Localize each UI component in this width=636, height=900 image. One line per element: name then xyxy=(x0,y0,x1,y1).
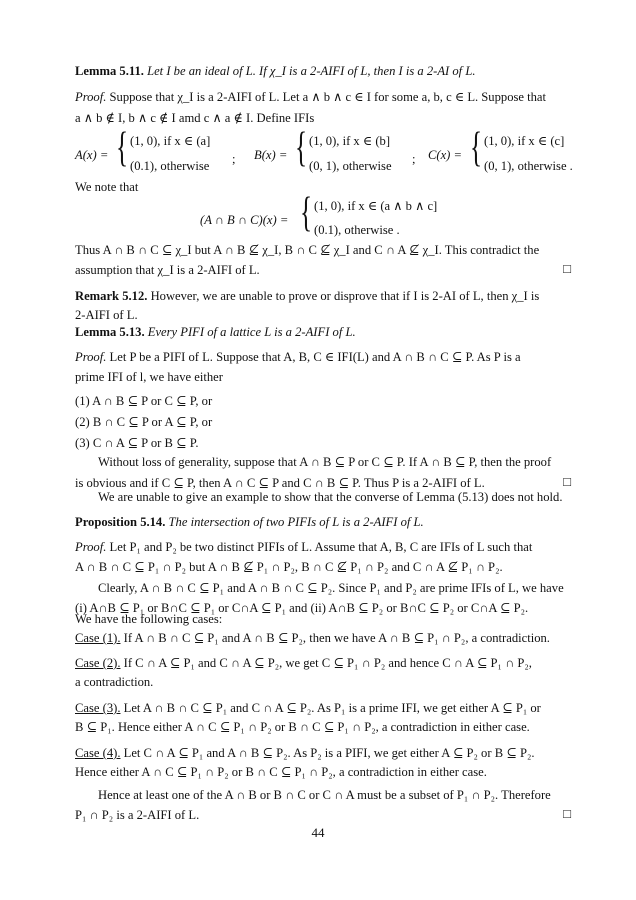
lemma-5-13 xyxy=(75,322,571,343)
case-4: Case (4). Let C ∩ A ⊆ P₁ and A ∩ B ⊆ P₂. As P₂ is a PIFI, we get either A ⊆ P₂ or B ⊆ P₂. xyxy=(75,746,535,760)
proof-label: Proof. xyxy=(75,540,107,554)
proof-5-11-thus2: assumption that χ_I is a 2-AIFI of L. xyxy=(75,263,260,277)
case-label: Case (4). xyxy=(75,746,121,760)
conclusion-line1: Hence at least one of the A ∩ B or B ∩ C or C ∩ A must be a subset of P₁ ∩ P₂. Therefore xyxy=(98,788,551,802)
case-3-cont: B ⊆ P₁. Hence either A ∩ C ⊆ P₁ ∩ P₂ or B ∩ C ⊆ P₁ ∩ P₂, a contradiction in either case. xyxy=(75,720,530,734)
left-brace: { xyxy=(470,125,483,171)
page-number: 44 xyxy=(311,825,325,840)
proof-5-14-line4: (i) A∩B ⊆ P₁ or B∩C ⊆ P₁ or C∩A ⊆ P₁ and (ii) A∩B ⊆ P₂ or B∩C ⊆ P₂ or C∩A ⊆ P₂. xyxy=(75,601,529,615)
qed-symbol: □ xyxy=(563,261,571,276)
case-label: Case (3). xyxy=(75,701,121,715)
list-item: (2) B ∩ C ⊆ P or A ⊆ P, or xyxy=(75,415,213,429)
proposition-5-14-heading: Proposition 5.14. xyxy=(75,515,166,529)
list-item: (1) A ∩ B ⊆ P or C ⊆ P, or xyxy=(75,394,213,408)
lemma-5-11 xyxy=(75,61,571,82)
lemma-5-13-heading: Lemma 5.13. xyxy=(75,325,145,339)
conclusion-line2: P₁ ∩ P₂ is a 2-AIFI of L. xyxy=(75,808,200,822)
proof-5-11-line2: a ∧ b ∉ I, b ∧ c ∉ I amd c ∧ a ∉ I. Define IFIs xyxy=(75,111,315,125)
proof-5-14-line1: Proof. Let P₁ and P₂ be two distinct PIFIs of L. Assume that A, B, C are IFIs of L such that xyxy=(75,540,533,554)
note-line: We note that xyxy=(75,180,139,194)
remark-5-12-line2: 2-AIFI of L. xyxy=(75,308,138,322)
proof-label: Proof. xyxy=(75,90,107,104)
lemma-5-13-statement: Every PIFI of a lattice L is a 2-AIFI of L. xyxy=(147,325,356,339)
proof-5-11-thus1: Thus A ∩ B ∩ C ⊆ χ_I but A ∩ B ⊈ χ_I, B ∩ C ⊈ χ_I and C ∩ A ⊈ χ_I. This contradict the xyxy=(75,243,540,257)
case-1: Case (1). If A ∩ B ∩ C ⊆ P₁ and A ∩ B ⊆ P₂, then we have A ∩ B ⊆ P₁ ∩ P₂, a contradiction. xyxy=(75,631,550,645)
left-brace: { xyxy=(300,190,313,236)
proof-5-13-line1: Proof. Let P be a PIFI of L. Suppose that A, B, C ∈ IFI(L) and A ∩ B ∩ C ⊆ P. As P is a xyxy=(75,350,521,364)
case-2: Case (2). If C ∩ A ⊆ P₁ and C ∩ A ⊆ P₂, we get C ⊆ P₁ ∩ P₂ and hence C ∩ A ⊆ P₁ ∩ P₂, xyxy=(75,656,532,670)
proof-label: Proof. xyxy=(75,350,107,364)
remark-5-12-line1: Remark 5.12. However, we are unable to prove or disprove that if I is 2-AI of L, then χ_I is xyxy=(75,289,540,303)
proof-5-11-line1: Proof. Suppose that χ_I is a 2-AIFI of L. Let a ∧ b ∧ c ∈ I for some a, b, c ∈ L. Suppose that xyxy=(75,90,547,104)
qed-symbol: □ xyxy=(563,806,571,821)
left-brace: { xyxy=(295,125,308,171)
case-2-cont: a contradiction. xyxy=(75,675,154,689)
case-3: Case (3). Let A ∩ B ∩ C ⊆ P₁ and C ∩ A ⊆ P₂. As P₁ is a prime IFI, we get either A ⊆ P₁ or xyxy=(75,701,541,715)
proof-5-13-line3: Without loss of generality, suppose that A ∩ B ⊆ P or C ⊆ P. If A ∩ B ⊆ P, then the proof xyxy=(98,455,552,469)
proof-5-14-line5: We have the following cases: xyxy=(75,612,223,626)
left-brace: { xyxy=(116,125,129,171)
proof-5-14-line2: A ∩ B ∩ C ⊆ P₁ ∩ P₂ but A ∩ B ⊈ P₁ ∩ P₂, B ∩ C ⊈ P₁ ∩ P₂ and C ∩ A ⊈ P₁ ∩ P₂. xyxy=(75,560,503,574)
case-4-cont: Hence either A ∩ C ⊆ P₁ ∩ P₂ or B ∩ C ⊆ P₁ ∩ P₂, a contradiction in either case. xyxy=(75,765,487,779)
proof-5-14-line3: Clearly, A ∩ B ∩ C ⊆ P₁ and A ∩ B ∩ C ⊆ P₂. Since P₁ and P₂ are prime IFIs of L, we have xyxy=(98,581,564,595)
lemma-5-11-heading: Lemma 5.11. xyxy=(75,64,144,78)
qed-symbol: □ xyxy=(563,474,571,489)
list-item: (3) C ∩ A ⊆ P or B ⊆ P. xyxy=(75,436,199,450)
proposition-5-14 xyxy=(75,512,571,533)
paper-page: Lemma 5.11. Let I be an ideal of L. If χ_I is a 2-AIFI of L, then I is a 2-AI of L. Proof. Suppose that χ_I is a 2-AIFI of L. Let a ∧ b ∧ c ∈ I for some a, b, c ∈ L. Suppose that a ∧ b ∉ I, b ∧ c ∉ I amd c ∧ a ∉ I. Define IFIs A(x) = { (1, 0), if x ∈ (a] (0.1), otherwise ; B(x) = { (1, 0), if x ∈ (b] (0, 1), otherwise ; C(x) = { (1, 0), if x ∈ (c] (0, 1), otherwise . We note that (A ∩ B ∩ C)(x) = { (1, 0), if x ∈ (a ∧ b ∧ c] (0.1), otherwise . Thus A ∩ B ∩ C ⊆ χ_I but A ∩ B ⊈ χ_I, B ∩ C ⊈ χ_I and C ∩ A ⊈ χ_I. This contradict the assumption that χ_I is a 2-AIFI of L. □ Remark 5.12. However, we are unable to prove or disprove that if I is 2-AI of L, then χ_I is 2-AIFI of L. Lemma 5.13. Every PIFI of a lattice L is a 2-AIFI of L. Proof. Let P be a PIFI of L. Suppose that A, B, C ∈ IFI(L) and A ∩ B ∩ C ⊆ P. As P is a prime IFI of l, we have either (1) A ∩ B ⊆ P or C ⊆ P, or (2) B ∩ C ⊆ P or A ⊆ P, or (3) C ∩ A ⊆ P or B ⊆ P. Without loss of generality, suppose that A ∩ B ⊆ P or C ⊆ P. If A ∩ B ⊆ P, then the proof is obvious and if C ⊆ P, then A ∩ C ⊆ P and C ∩ B ⊆ P. Thus P is a 2-AIFI of L. □ We are unable to give an example to show that the converse of Lemma (5.13) does not hold. Proposition 5.14. The intersection of two PIFIs of L is a 2-AIFI of L. Proof. Let P₁ and P₂ be two distinct PIFIs of L. Assume that A, B, C are IFIs of L such that A ∩ B ∩ C ⊆ P₁ ∩ P₂ but A ∩ B ⊈ P₁ ∩ P₂, B ∩ C ⊈ P₁ ∩ P₂ and C ∩ A ⊈ P₁ ∩ P₂. Clearly, A ∩ B ∩ C ⊆ P₁ and A ∩ B ∩ C ⊆ P₂. Since P₁ and P₂ are prime IFIs of L, we have (i) A∩B ⊆ P₁ or B∩C ⊆ P₁ or C∩A ⊆ P₁ and (ii) A∩B ⊆ P₂ or B∩C ⊆ P₂ or C∩A ⊆ P₂. We have the following cases: Case (1). If A ∩ B ∩ C ⊆ P₁ and A ∩ B ⊆ P₂, then we have A ∩ B ⊆ P₁ ∩ P₂, a contradiction. Case (2). If C ∩ A ⊆ P₁ and C ∩ A ⊆ P₂, we get C ⊆ P₁ ∩ P₂ and hence C ∩ A ⊆ P₁ ∩ P₂, a contradiction. Case (3). Let A ∩ B ∩ C ⊆ P₁ and C ∩ A ⊆ P₂. As P₁ is a prime IFI, we get either A ⊆ P₁ or B ⊆ P₁. Hence either A ∩ C ⊆ P₁ ∩ P₂ or B ∩ C ⊆ P₁ ∩ P₂, a contradiction in either case. Case (4). Let C ∩ A ⊆ P₁ and A ∩ B ⊆ P₂. As P₂ is a PIFI, we get either A ⊆ P₂ or B ⊆ P₂. Hence either A ∩ C ⊆ P₁ ∩ P₂ or B ∩ C ⊆ P₁ ∩ P₂, a contradiction in either case. Hence at least one of the A ∩ B or B ∩ C or C ∩ A must be a subset of P₁ ∩ P₂. Therefore P₁ ∩ P₂ is a 2-AIFI of L. □ 44 xyxy=(0,0,636,900)
lemma-5-11-statement: Let I be an ideal of L. If χ_I is a 2-AIFI of L, then I is a 2-AI of L. xyxy=(147,64,476,78)
proof-5-13-line4: is obvious and if C ⊆ P, then A ∩ C ⊆ P and C ∩ B ⊆ P. Thus P is a 2-AIFI of L. xyxy=(75,476,485,490)
proof-5-13-line2: prime IFI of l, we have either xyxy=(75,370,223,384)
converse-note: We are unable to give an example to show that the converse of Lemma (5.13) does not hold. xyxy=(98,490,563,504)
proposition-5-14-statement: The intersection of two PIFIs of L is a 2-AIFI of L. xyxy=(168,515,424,529)
case-label: Case (2). xyxy=(75,656,121,670)
case-label: Case (1). xyxy=(75,631,121,645)
remark-5-12-heading: Remark 5.12. xyxy=(75,289,148,303)
